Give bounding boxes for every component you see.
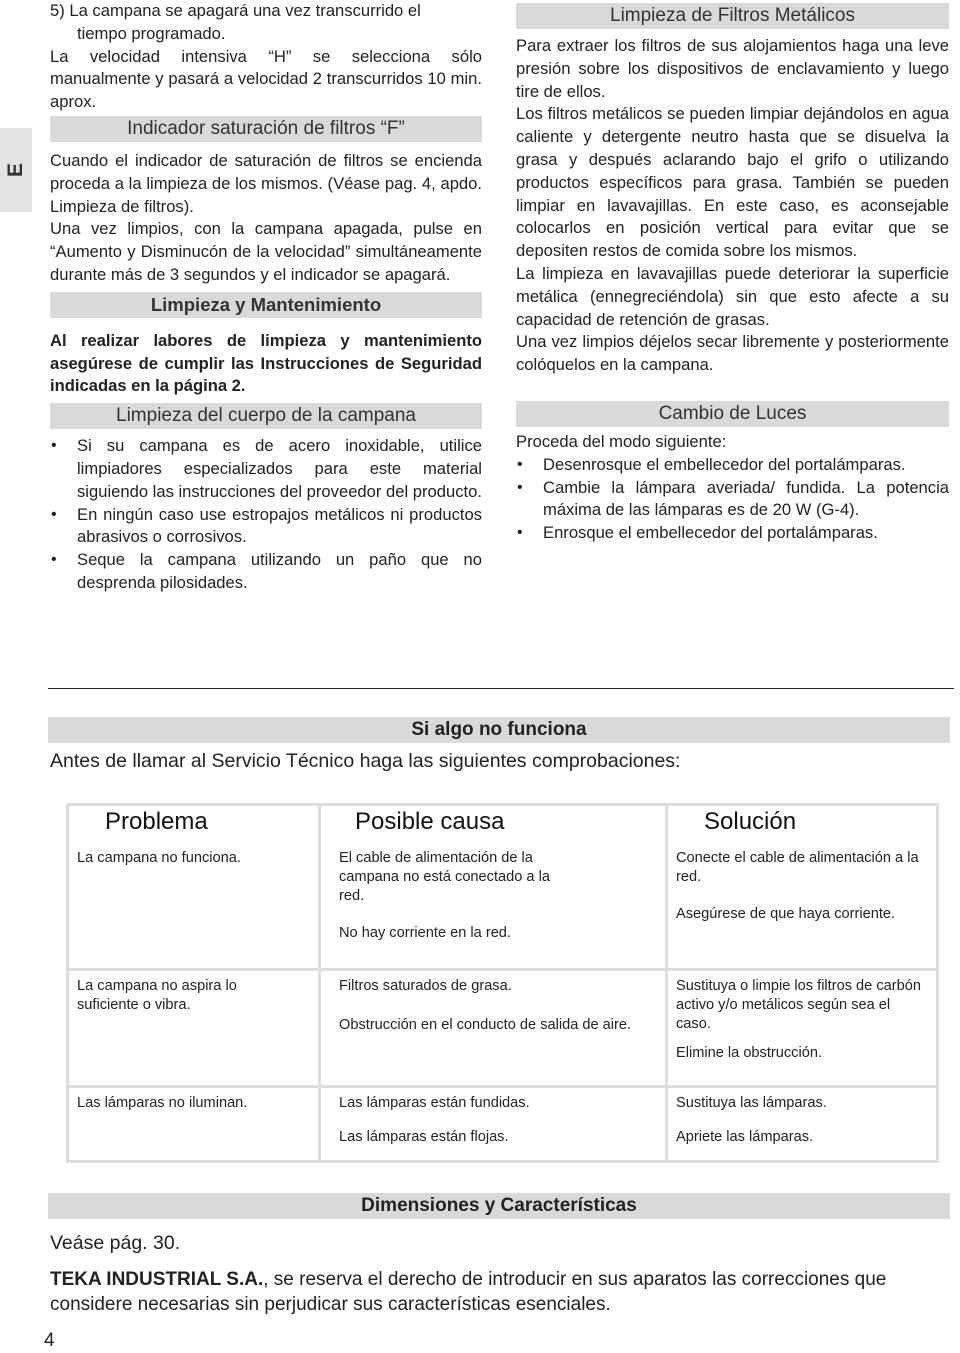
- notice-text: , se reserva el derecho de introducir en sus aparatos las correcciones que considere necesarias sin perjudicar sus características esenciales.: [50, 1269, 887, 1315]
- dimensions-text: Veáse pág. 30.: [50, 1232, 181, 1254]
- solution-text: Apriete las lámparas.: [676, 1129, 814, 1145]
- item-5: [50, 0, 482, 46]
- item-5-line2: tiempo programado.: [77, 23, 226, 43]
- solution-text: Elimine la obstrucción.: [676, 1045, 823, 1061]
- list-item: • Si su campana es de acero inoxidable, utilice limpiadores especializados para este material siguiendo las instrucciones del proveedor del producto.: [50, 435, 482, 503]
- velocity-note: La velocidad intensiva “H” se selecciona sólo manualmente y pasará a velocidad 2 transcurridos 10 min. aprox.: [50, 46, 482, 112]
- table-header-problem: Problema: [69, 806, 318, 843]
- list-item: • En ningún caso use estropajos metálicos ni productos abrasivos o corrosivos.: [50, 504, 482, 550]
- table-cell-solution: [668, 843, 936, 968]
- table-cell-solution: [668, 1088, 936, 1160]
- list-item: • Cambie la lámpara averiada/ fundida. La potencia máxima de las lámparas es de 20 W (G-4).: [516, 477, 949, 523]
- table-cell-problem: [69, 843, 318, 968]
- table-cell-cause: [321, 971, 665, 1085]
- manufacturer-notice: [50, 1267, 960, 1317]
- metal-filters-text-3: La limpieza en lavavajillas puede deteriorar la superficie metálica (ennegreciéndola) sin que esto afecte a su capacidad de retención de grasas.: [516, 263, 949, 329]
- table-cell-problem: [69, 1088, 318, 1160]
- metal-filters-text-1: Para extraer los filtros de sus alojamientos haga una leve presión sobre los dispositivos de enclavamiento y luego tire de ellos.: [516, 36, 949, 101]
- filter-indicator-text: Cuando el indicador de saturación de filtros se encienda proceda a la limpieza de los mismos. (Véase pag. 4, apdo. Limpieza de filtros).: [50, 150, 482, 216]
- body-cleaning-heading: Limpieza del cuerpo de la campana: [50, 403, 482, 429]
- cause-text: Obstrucción en el conducto de salida de aire.: [339, 1017, 632, 1033]
- problem-text: Las lámparas no iluminan.: [77, 1095, 248, 1111]
- list-item: • Enrosque el embellecedor del portalámparas.: [516, 522, 949, 545]
- troubleshooting-heading: Si algo no funciona: [48, 717, 950, 743]
- cause-text: No hay corriente en la red.: [339, 925, 511, 941]
- dimensions-heading: Dimensiones y Características: [48, 1193, 950, 1219]
- troubleshooting-table: [66, 803, 939, 1163]
- solution-text: Conecte el cable de alimentación a la red.: [676, 850, 919, 885]
- problem-text: La campana no funciona.: [77, 850, 241, 866]
- table-header-cause: Posible causa: [321, 806, 665, 843]
- right-column: [516, 6, 949, 545]
- table-cell-cause: [321, 1088, 665, 1160]
- item-5-line1: 5) La campana se apagará una vez transcurrido el: [50, 1, 421, 20]
- list-item: • Seque la campana utilizando un paño que no desprenda pilosidades.: [50, 549, 482, 595]
- table-cell-cause: [321, 843, 665, 968]
- filter-indicator-heading: Indicador saturación de filtros “F”: [50, 116, 482, 142]
- table-cell-solution: [668, 971, 936, 1085]
- troubleshooting-intro: Antes de llamar al Servicio Técnico haga las siguientes comprobaciones:: [50, 750, 681, 772]
- cause-text: Filtros saturados de grasa.: [339, 978, 512, 994]
- problem-text: La campana no aspira lo suficiente o vibra.: [77, 978, 237, 1013]
- lights-list: [516, 454, 949, 545]
- lights-intro: Proceda del modo siguiente:: [516, 431, 727, 451]
- maintenance-warning: Al realizar labores de limpieza y mantenimiento asegúrese de cumplir las Instrucciones de Seguridad indicadas en la página 2.: [50, 330, 482, 396]
- filter-indicator-reset-text: Una vez limpios, con la campana apagada, pulse en “Aumento y Disminucón de la velocidad” simultáneamente durante más de 3 segundos y el indicador se apagará.: [50, 219, 482, 284]
- lights-heading: Cambio de Luces: [516, 401, 949, 427]
- page-number: 4: [44, 1330, 55, 1351]
- cause-text: Las lámparas están fundidas.: [339, 1095, 530, 1111]
- maintenance-heading: Limpieza y Mantenimiento: [50, 292, 482, 318]
- metal-filters-text-2: Los filtros metálicos se pueden limpiar dejándolos en agua caliente y detergente neutro hasta que se disuelva la grasa y después aclarando bajo el grifo o utilizando productos específicos para grasa. También se pueden limpiar en lavavajillas. En este caso, es aconsejable colocarlos en posición vertical para evitar que se depositen restos de comida sobre los mismos.: [516, 104, 949, 261]
- body-cleaning-list: [50, 435, 482, 595]
- cause-text: El cable de alimentación de la campana no está conectado a la red.: [339, 850, 550, 904]
- table-cell-problem: [69, 971, 318, 1085]
- left-column: [50, 0, 482, 595]
- solution-text: Asegúrese de que haya corriente.: [676, 906, 896, 922]
- metal-filters-text-4: Una vez limpios déjelos secar libremente y posteriormente colóquelos en la campana.: [516, 332, 949, 375]
- language-tab-label: E: [3, 162, 27, 178]
- section-divider: [48, 688, 954, 689]
- solution-text: Sustituya las lámparas.: [676, 1095, 827, 1111]
- language-tab: [0, 128, 32, 212]
- solution-text: Sustituya o limpie los filtros de carbón activo y/o metálicos según sea el caso.: [676, 978, 921, 1032]
- cause-text: Las lámparas están flojas.: [339, 1129, 509, 1145]
- list-item: • Desenrosque el embellecedor del portalámparas.: [516, 454, 949, 477]
- table-header-solution: Solución: [668, 806, 936, 843]
- metal-filters-heading: Limpieza de Filtros Metálicos: [516, 3, 949, 29]
- company-name: TEKA INDUSTRIAL S.A.: [50, 1269, 264, 1290]
